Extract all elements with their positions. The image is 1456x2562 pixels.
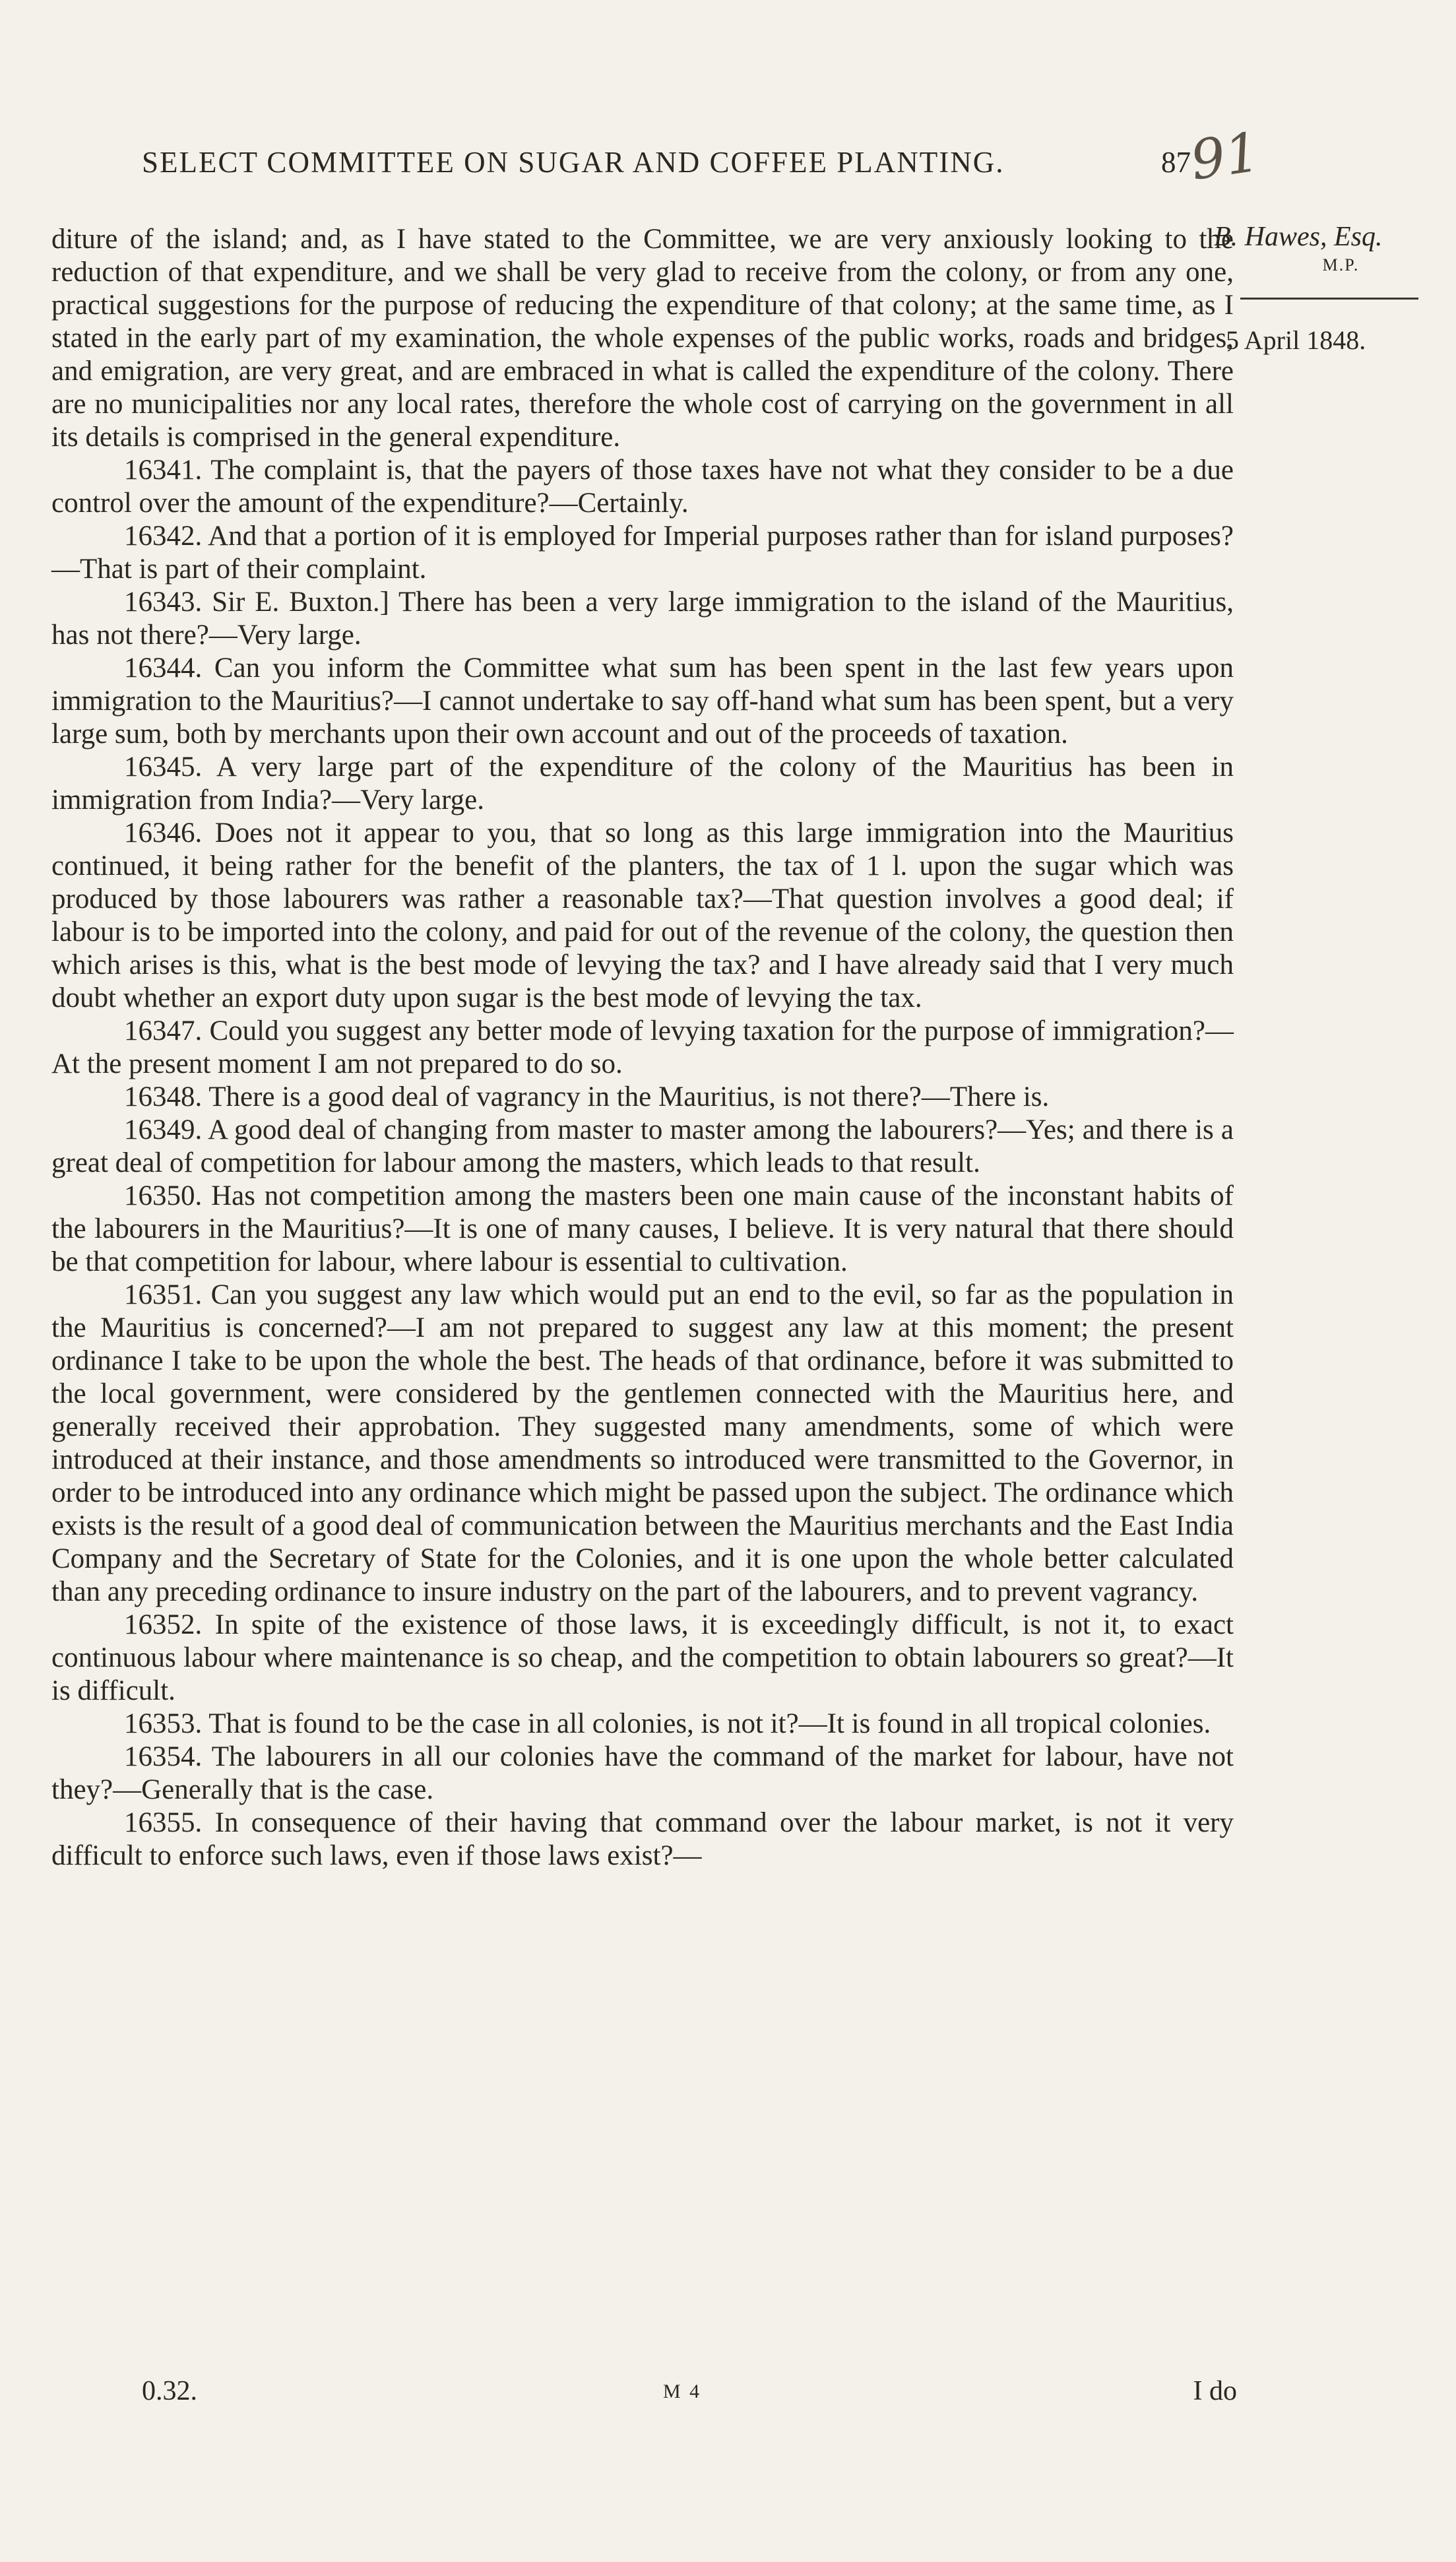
question-16351: 16351. Can you suggest any law which would put an end to the evil, so far as the population in the Mauritius is concerned?—I am not prepared to suggest any law at this moment; the present ordinance I take to be upon the whole the best. The heads of that ordinance, before it was submitted to the local government, were considered by the gentlemen connected with the Mauritius here, and generally received their approbation. They suggested many amendments, some of which were introduced at their instance, and those amendments so introduced were transmitted to the Governor, in order to be introduced into any ordinance which might be passed upon the subject. The ordinance which exists is the result of a good deal of communication between the Mauritius merchants and the East India Company and the Secretary of State for the Colonies, and it is one upon the whole better calculated than any preceding ordinance to insure industry on the part of the labourers, and to prevent vagrancy. — [51, 1279, 1234, 1607]
question-16342: 16342. And that a portion of it is employed for Imperial purposes rather than for island purposes?—That is part of their complaint. — [51, 521, 1234, 585]
question-16346: 16346. Does not it appear to you, that so long as this large immigration into the Mauritius continued, it being rather for the benefit of the planters, the tax of 1 l. upon the sugar which was produced by those labourers was rather a reasonable tax?—That question involves a good deal; if labour is to be imported into the colony, and paid for out of the revenue of the colony, the question then which arises is this, what is the best mode of levying the tax? and I have already said that I very much doubt whether an export duty upon sugar is the best mode of levying the tax. — [51, 817, 1234, 1013]
page-number: 87 — [1161, 146, 1191, 179]
margin-divider — [1240, 298, 1418, 300]
testimony-body — [51, 223, 1234, 1873]
question-16355: 16355. In consequence of their having that command over the labour market, is not it very difficult to enforce such laws, even if those laws exist?— — [51, 1807, 1234, 1871]
handwritten-folio-mark: 91 — [1186, 121, 1264, 193]
question-16352: 16352. In spite of the existence of those laws, it is exceedingly difficult, is not it, to exact continuous labour where maintenance is so cheap, and the competition to obtain labourers so great?—It is difficult. — [51, 1609, 1234, 1706]
question-16353: 16353. That is found to be the case in all colonies, is not it?—It is found in all tropical colonies. — [124, 1708, 1211, 1739]
question-16349: 16349. A good deal of changing from master to master among the labourers?—Yes; and there is a great deal of competition for labour among the masters, which leads to that result. — [51, 1114, 1234, 1178]
question-16345: 16345. A very large part of the expenditure of the colony of the Mauritius has been in immigration from India?—Very large. — [51, 752, 1234, 816]
witness-date: 5 April 1848. — [1226, 325, 1366, 355]
question-16344: 16344. Can you inform the Committee what sum has been spent in the last few years upon immigration to the Mauritius?—I cannot undertake to say off-hand what sum has been spent, but a very large sum, both by merchants upon their own account and out of the proceeds of taxation. — [51, 653, 1234, 750]
running-head: SELECT COMMITTEE ON SUGAR AND COFFEE PLANTING. — [142, 146, 1005, 179]
margin-note — [1214, 221, 1432, 356]
witness-name: B. Hawes, Esq. — [1214, 222, 1383, 252]
page-header — [142, 121, 1264, 198]
question-16348: 16348. There is a good deal of vagrancy in the Mauritius, is not there?—There is. — [124, 1081, 1050, 1112]
question-16347: 16347. Could you suggest any better mode of levying taxation for the purpose of immigration?—At the present moment I am not prepared to do so. — [51, 1015, 1234, 1079]
question-16350: 16350. Has not competition among the masters been one main cause of the inconstant habits of the labourers in the Mauritius?—It is one of many causes, I believe. It is very natural that there should be that competition for labour, where labour is essential to cultivation. — [51, 1180, 1234, 1277]
signature-mark: M 4 — [663, 2381, 702, 2402]
witness-title: M.P. — [1322, 255, 1360, 274]
question-16341: 16341. The complaint is, that the payers of those taxes have not what they consider to be a due control over the amount of the expenditure?—Certainly. — [51, 455, 1234, 519]
page-footer — [142, 2375, 1237, 2415]
document-code: 0.32. — [142, 2376, 197, 2406]
question-16354: 16354. The labourers in all our colonies have the command of the market for labour, have not they?—Generally that is the case. — [51, 1741, 1234, 1805]
paragraph-continuation: diture of the island; and, as I have stated to the Committee, we are very anxiously looking to the reduction of that expenditure, and we shall be very glad to receive from the colony, or from any one, practical suggestions for the purpose of reducing the expenditure of that colony; at the same time, as I stated in the early part of my examination, the whole expenses of the public works, roads and bridges, and emigration, are very great, and are embraced in what is called the expenditure of the colony. There are no municipalities nor any local rates, therefore the whole cost of carrying on the government in all its details is comprised in the general expenditure. — [51, 224, 1234, 453]
catchword: I do — [1193, 2376, 1237, 2406]
question-16343: 16343. Sir E. Buxton.] There has been a very large immigration to the island of the Mauritius, has not there?—Very large. — [51, 587, 1234, 651]
